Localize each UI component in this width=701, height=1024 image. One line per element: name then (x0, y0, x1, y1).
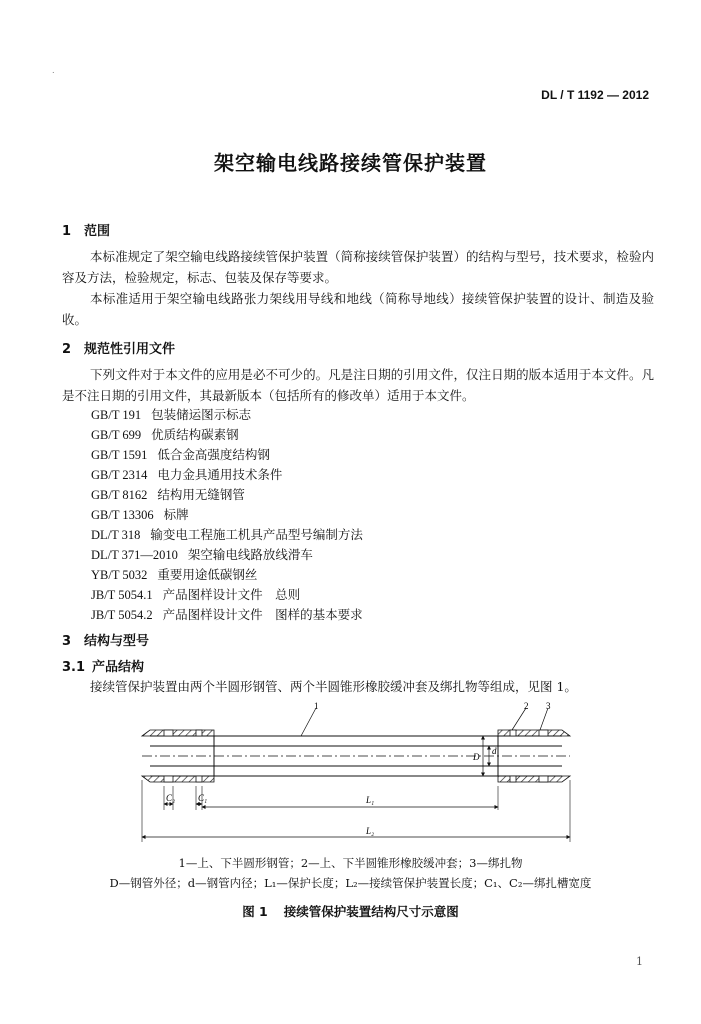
section-title: 产品结构 (92, 660, 145, 675)
reference-item (91, 565, 257, 583)
section-2-paragraph-1: 下列文件对于本文件的应用是必不可少的。凡是注日期的引用文件，仅注日期的版本适用于本文件。凡是不注日期的引用文件，其最新版本（包括所有的修改单）适用于本文件。 (62, 367, 654, 403)
reference-code: GB/T 699 (91, 428, 142, 442)
reference-title: 架空输电线路放线滑车 (187, 547, 313, 562)
callout-1: 1 (314, 701, 319, 711)
reference-item (91, 485, 245, 503)
reference-title: 电力金具通用技术条件 (157, 467, 283, 482)
label-d: d (492, 746, 497, 756)
label-D: D (473, 752, 480, 762)
reference-code: DL/T 371—2010 (91, 548, 178, 562)
figure-legend-1: 1—上、下半圆形钢管；2—上、下半圆锥形橡胶缓冲套；3—绑扎物 (178, 856, 523, 870)
reference-code: YB/T 5032 (91, 568, 148, 582)
reference-item (91, 605, 363, 623)
reference-code: JB/T 5054.1 (91, 588, 153, 602)
section-1-paragraph-1: 本标准规定了架空输电线路接续管保护装置（简称接续管保护装置）的结构与型号，技术要求，检验内容及方法，检验规定，标志、包装及保存等要求。 (62, 249, 654, 285)
reference-code: GB/T 2314 (91, 468, 148, 482)
reference-title: 结构用无缝钢管 (157, 487, 245, 502)
length-dimensions (142, 804, 570, 837)
reference-title: 优质结构碳素钢 (151, 427, 239, 442)
section-3-heading (62, 630, 149, 649)
reference-item (91, 405, 251, 423)
callout-3: 3 (546, 701, 551, 711)
reference-item (91, 445, 270, 463)
pipe-body (142, 736, 570, 776)
reference-title: 产品图样设计文件 图样的基本要求 (162, 607, 363, 622)
section-title: 规范性引用文件 (84, 342, 176, 357)
label-L1: L₁ (366, 795, 375, 805)
section-title: 结构与型号 (84, 634, 150, 649)
reference-code: DL/T 318 (91, 528, 141, 542)
section-2-heading (62, 338, 175, 357)
reference-title: 低合金高强度结构钢 (157, 447, 270, 462)
scan-speck: . (52, 66, 55, 75)
label-C1: C₁ (198, 793, 208, 803)
reference-title: 重要用途低碳钢丝 (157, 567, 258, 582)
section-3-1-paragraph-1: 接续管保护装置由两个半圆形钢管、两个半圆锥形橡胶缓冲套及绑扎物等组成，见图 1。 (90, 679, 577, 694)
section-number: 3 (62, 634, 72, 649)
section-1-paragraph-2: 本标准适用于架空输电线路张力架线用导线和地线（简称导地线）接续管保护装置的设计、制造及验收。 (62, 291, 654, 327)
figure-1-diagram (136, 700, 576, 850)
section-3-1-heading (62, 656, 144, 675)
page-number: 1 (636, 955, 643, 968)
reference-code: JB/T 5054.2 (91, 608, 153, 622)
standard-number: DL / T 1192 — 2012 (541, 88, 649, 102)
section-number: 1 (62, 224, 72, 239)
section-number: 2 (62, 342, 72, 357)
document-title: 架空输电线路接续管保护装置 (214, 151, 487, 175)
reference-title: 输变电工程施工机具产品型号编制方法 (150, 527, 363, 542)
reference-code: GB/T 191 (91, 408, 142, 422)
label-L2: L₂ (366, 826, 375, 836)
reference-title: 包装储运图示标志 (151, 407, 252, 422)
extension-lines (142, 780, 570, 842)
reference-item (91, 525, 363, 543)
figure-caption (0, 902, 701, 920)
callout-2: 2 (524, 701, 529, 711)
reference-item (91, 505, 189, 523)
reference-code: GB/T 1591 (91, 448, 148, 462)
reference-code: GB/T 13306 (91, 508, 154, 522)
section-1-heading (62, 220, 110, 239)
reference-item (91, 585, 300, 603)
reference-item (91, 425, 239, 443)
reference-title: 标牌 (163, 507, 189, 522)
figure-title: 接续管保护装置结构尺寸示意图 (283, 904, 459, 919)
reference-item (91, 545, 313, 563)
section-title: 范围 (84, 224, 111, 239)
reference-title: 产品图样设计文件 总则 (162, 587, 301, 602)
reference-item (91, 465, 282, 483)
section-number: 3.1 (62, 660, 86, 675)
reference-code: GB/T 8162 (91, 488, 148, 502)
figure-legend-2: D—钢管外径；d—钢管内径；L₁—保护长度；L₂—接续管保护装置长度；C₁、C₂—绑扎槽宽度 (109, 876, 592, 890)
label-C2: C₂ (166, 793, 176, 803)
figure-number: 图 1 (242, 904, 268, 919)
